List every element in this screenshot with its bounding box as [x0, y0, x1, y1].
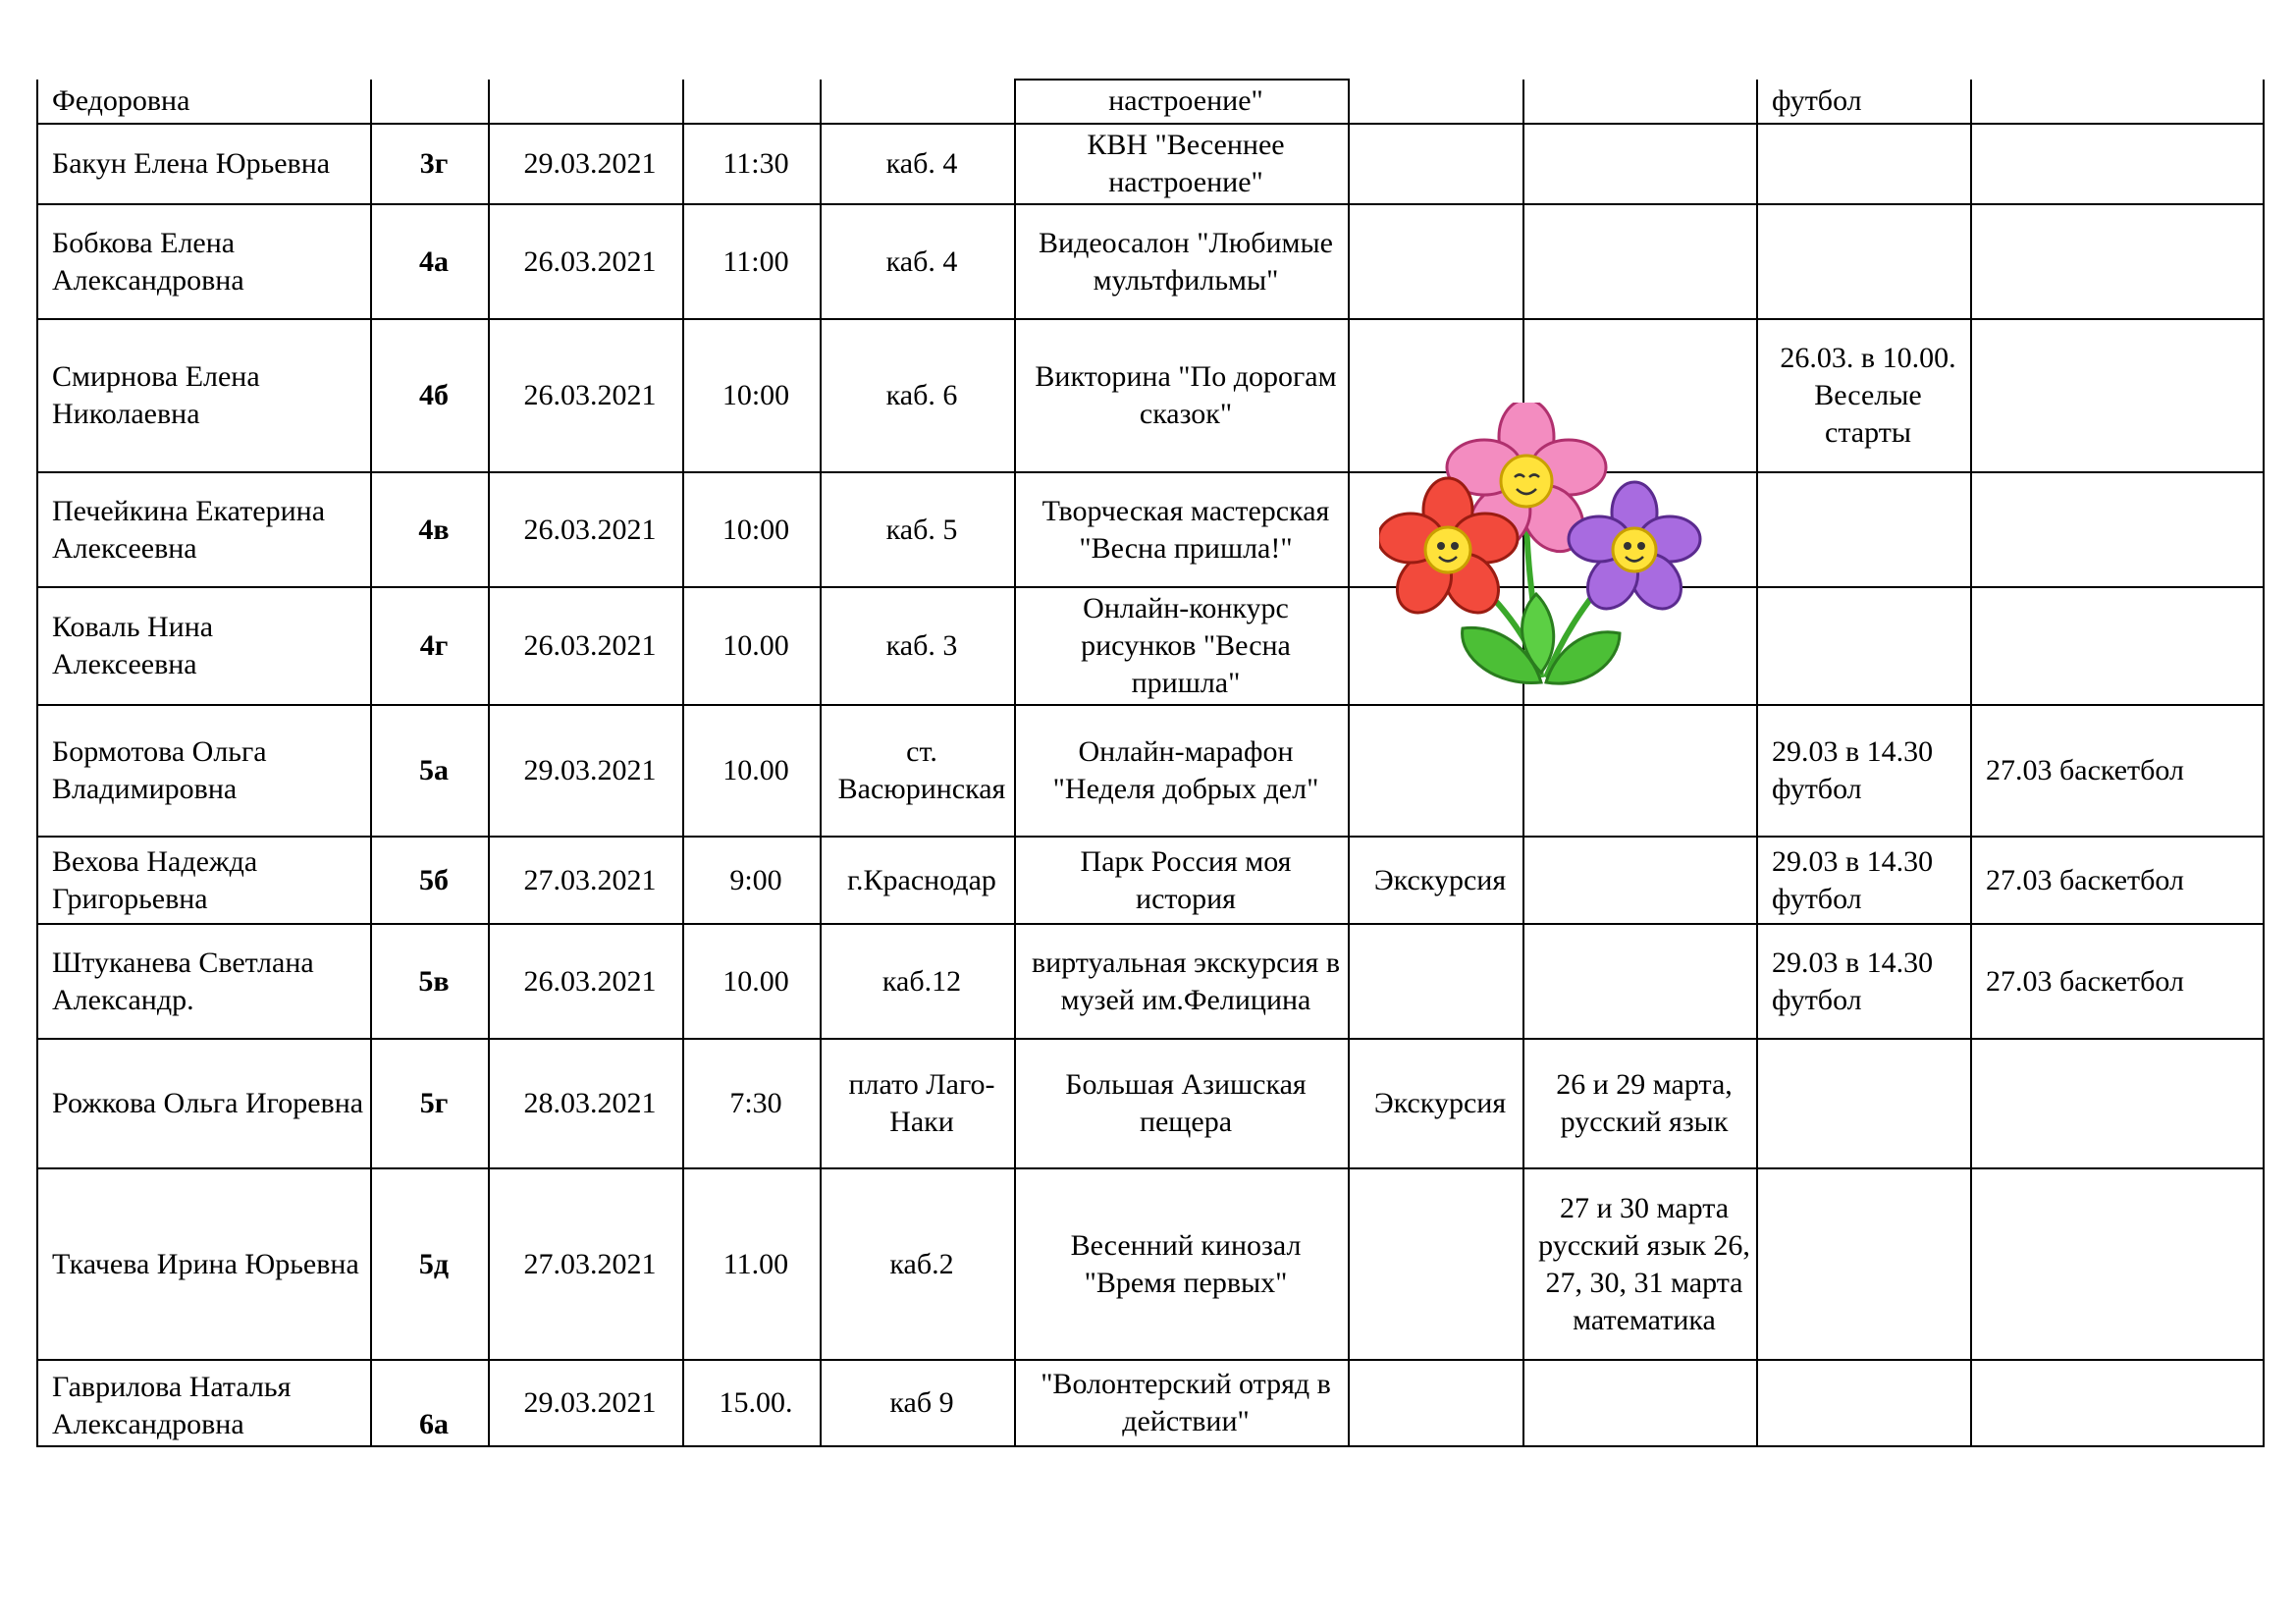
table-row [37, 472, 2264, 587]
date-cell [489, 80, 683, 124]
time-cell: 15.00. [683, 1360, 821, 1446]
excursion-cell [1349, 204, 1523, 319]
sport2-cell [1971, 1168, 2264, 1360]
time-cell: 10:00 [683, 472, 821, 587]
sport-cell [1757, 124, 1971, 204]
sport-cell: 26.03. в 10.00. Веселые старты [1757, 319, 1971, 472]
excursion-cell: Экскурсия [1349, 1039, 1523, 1168]
table-row [37, 1360, 2264, 1446]
event-cell: Творческая мастерская "Весна пришла!" [1015, 472, 1349, 587]
place-cell: каб. 5 [821, 472, 1015, 587]
teacher-name: Бормотова Ольга Владимировна [37, 705, 371, 837]
excursion-cell [1349, 705, 1523, 837]
sport-cell [1757, 204, 1971, 319]
sport2-cell [1971, 472, 2264, 587]
consult-cell [1523, 80, 1757, 124]
place-cell: каб 9 [821, 1360, 1015, 1446]
sport-cell: 29.03 в 14.30 футбол [1757, 924, 1971, 1039]
place-cell: ст. Васюринская [821, 705, 1015, 837]
consult-cell [1523, 204, 1757, 319]
sport-cell [1757, 472, 1971, 587]
date-cell: 29.03.2021 [489, 705, 683, 837]
flowers-illustration-icon [1379, 403, 1733, 697]
teacher-name: Рожкова Ольга Игоревна [37, 1039, 371, 1168]
time-cell: 9:00 [683, 837, 821, 924]
sport2-cell [1971, 1360, 2264, 1446]
teacher-name: Смирнова Елена Николаевна [37, 319, 371, 472]
event-cell: Большая Азишская пещера [1015, 1039, 1349, 1168]
event-cell: Онлайн-конкурс рисунков "Весна пришла" [1015, 587, 1349, 705]
excursion-cell [1349, 80, 1523, 124]
place-cell: каб. 4 [821, 124, 1015, 204]
table-row [37, 924, 2264, 1039]
sport2-cell: 27.03 баскетбол [1971, 705, 2264, 837]
place-cell: плато Лаго-Наки [821, 1039, 1015, 1168]
table-row [37, 319, 2264, 472]
teacher-name: Ткачева Ирина Юрьевна [37, 1168, 371, 1360]
sport2-cell [1971, 587, 2264, 705]
teacher-name: Гаврилова Наталья Александровна [37, 1360, 371, 1446]
date-cell: 26.03.2021 [489, 587, 683, 705]
place-cell: каб.2 [821, 1168, 1015, 1360]
schedule-table [36, 79, 2265, 1447]
teacher-name: Бакун Елена Юрьевна [37, 124, 371, 204]
consult-cell [1523, 124, 1757, 204]
event-cell: Весенний кинозал "Время первых" [1015, 1168, 1349, 1360]
sport2-cell [1971, 80, 2264, 124]
teacher-name: Коваль Нина Алексеевна [37, 587, 371, 705]
teacher-name: Бобкова Елена Александровна [37, 204, 371, 319]
table-row [37, 80, 2264, 124]
event-cell: Онлайн-марафон "Неделя добрых дел" [1015, 705, 1349, 837]
event-cell: Викторина "По дорогам сказок" [1015, 319, 1349, 472]
sport2-cell [1971, 124, 2264, 204]
date-cell: 27.03.2021 [489, 837, 683, 924]
time-cell: 11.00 [683, 1168, 821, 1360]
table-row [37, 1039, 2264, 1168]
date-cell: 26.03.2021 [489, 472, 683, 587]
consult-cell: 26 и 29 марта, русский язык [1523, 1039, 1757, 1168]
event-cell: Видеосалон "Любимые мультфильмы" [1015, 204, 1349, 319]
date-cell: 26.03.2021 [489, 204, 683, 319]
table-row [37, 204, 2264, 319]
class-cell: 3г [371, 124, 489, 204]
event-cell: виртуальная экскурсия в музей им.Фелицина [1015, 924, 1349, 1039]
class-cell: 6а [371, 1360, 489, 1446]
teacher-name: Федоровна [37, 80, 371, 124]
sport2-cell: 27.03 баскетбол [1971, 837, 2264, 924]
class-cell: 5г [371, 1039, 489, 1168]
consult-cell [1523, 1360, 1757, 1446]
class-cell: 5б [371, 837, 489, 924]
table-row [37, 1168, 2264, 1360]
event-cell: "Волонтерский отряд в действии" [1015, 1360, 1349, 1446]
place-cell: г.Краснодар [821, 837, 1015, 924]
time-cell: 10.00 [683, 705, 821, 837]
sport-cell [1757, 587, 1971, 705]
time-cell: 11:00 [683, 204, 821, 319]
excursion-cell [1349, 1360, 1523, 1446]
date-cell: 29.03.2021 [489, 124, 683, 204]
date-cell: 29.03.2021 [489, 1360, 683, 1446]
table-row [37, 124, 2264, 204]
sport-cell [1757, 1360, 1971, 1446]
consult-cell [1523, 924, 1757, 1039]
sport-cell: 29.03 в 14.30 футбол [1757, 837, 1971, 924]
sport2-cell [1971, 1039, 2264, 1168]
teacher-name: Вехова Надежда Григорьевна [37, 837, 371, 924]
date-cell: 26.03.2021 [489, 924, 683, 1039]
consult-cell [1523, 837, 1757, 924]
consult-cell [1523, 705, 1757, 837]
sport-cell [1757, 1039, 1971, 1168]
time-cell: 11:30 [683, 124, 821, 204]
sport2-cell [1971, 204, 2264, 319]
sport2-cell [1971, 319, 2264, 472]
place-cell [821, 80, 1015, 124]
sport-cell [1757, 1168, 1971, 1360]
sport-cell: 29.03 в 14.30 футбол [1757, 705, 1971, 837]
place-cell: каб. 6 [821, 319, 1015, 472]
time-cell [683, 80, 821, 124]
excursion-cell [1349, 924, 1523, 1039]
excursion-cell: Экскурсия [1349, 837, 1523, 924]
time-cell: 7:30 [683, 1039, 821, 1168]
place-cell: каб. 3 [821, 587, 1015, 705]
place-cell: каб.12 [821, 924, 1015, 1039]
event-cell: КВН "Весеннее настроение" [1015, 124, 1349, 204]
event-cell: Парк Россия моя история [1015, 837, 1349, 924]
class-cell: 5в [371, 924, 489, 1039]
date-cell: 27.03.2021 [489, 1168, 683, 1360]
consult-cell: 27 и 30 марта русский язык 26, 27, 30, 31 марта математика [1523, 1168, 1757, 1360]
table-row [37, 705, 2264, 837]
class-cell [371, 80, 489, 124]
class-cell: 4а [371, 204, 489, 319]
date-cell: 26.03.2021 [489, 319, 683, 472]
time-cell: 10.00 [683, 924, 821, 1039]
class-cell: 4б [371, 319, 489, 472]
time-cell: 10:00 [683, 319, 821, 472]
class-cell: 4в [371, 472, 489, 587]
sport-cell: футбол [1757, 80, 1971, 124]
table-row [37, 587, 2264, 705]
teacher-name: Штуканева Светлана Александр. [37, 924, 371, 1039]
place-cell: каб. 4 [821, 204, 1015, 319]
teacher-name: Печейкина Екатерина Алексеевна [37, 472, 371, 587]
excursion-cell [1349, 124, 1523, 204]
class-cell: 5а [371, 705, 489, 837]
sport2-cell: 27.03 баскетбол [1971, 924, 2264, 1039]
time-cell: 10.00 [683, 587, 821, 705]
class-cell: 4г [371, 587, 489, 705]
excursion-cell [1349, 1168, 1523, 1360]
event-cell: настроение" [1015, 80, 1349, 124]
table-row [37, 837, 2264, 924]
class-cell: 5д [371, 1168, 489, 1360]
date-cell: 28.03.2021 [489, 1039, 683, 1168]
